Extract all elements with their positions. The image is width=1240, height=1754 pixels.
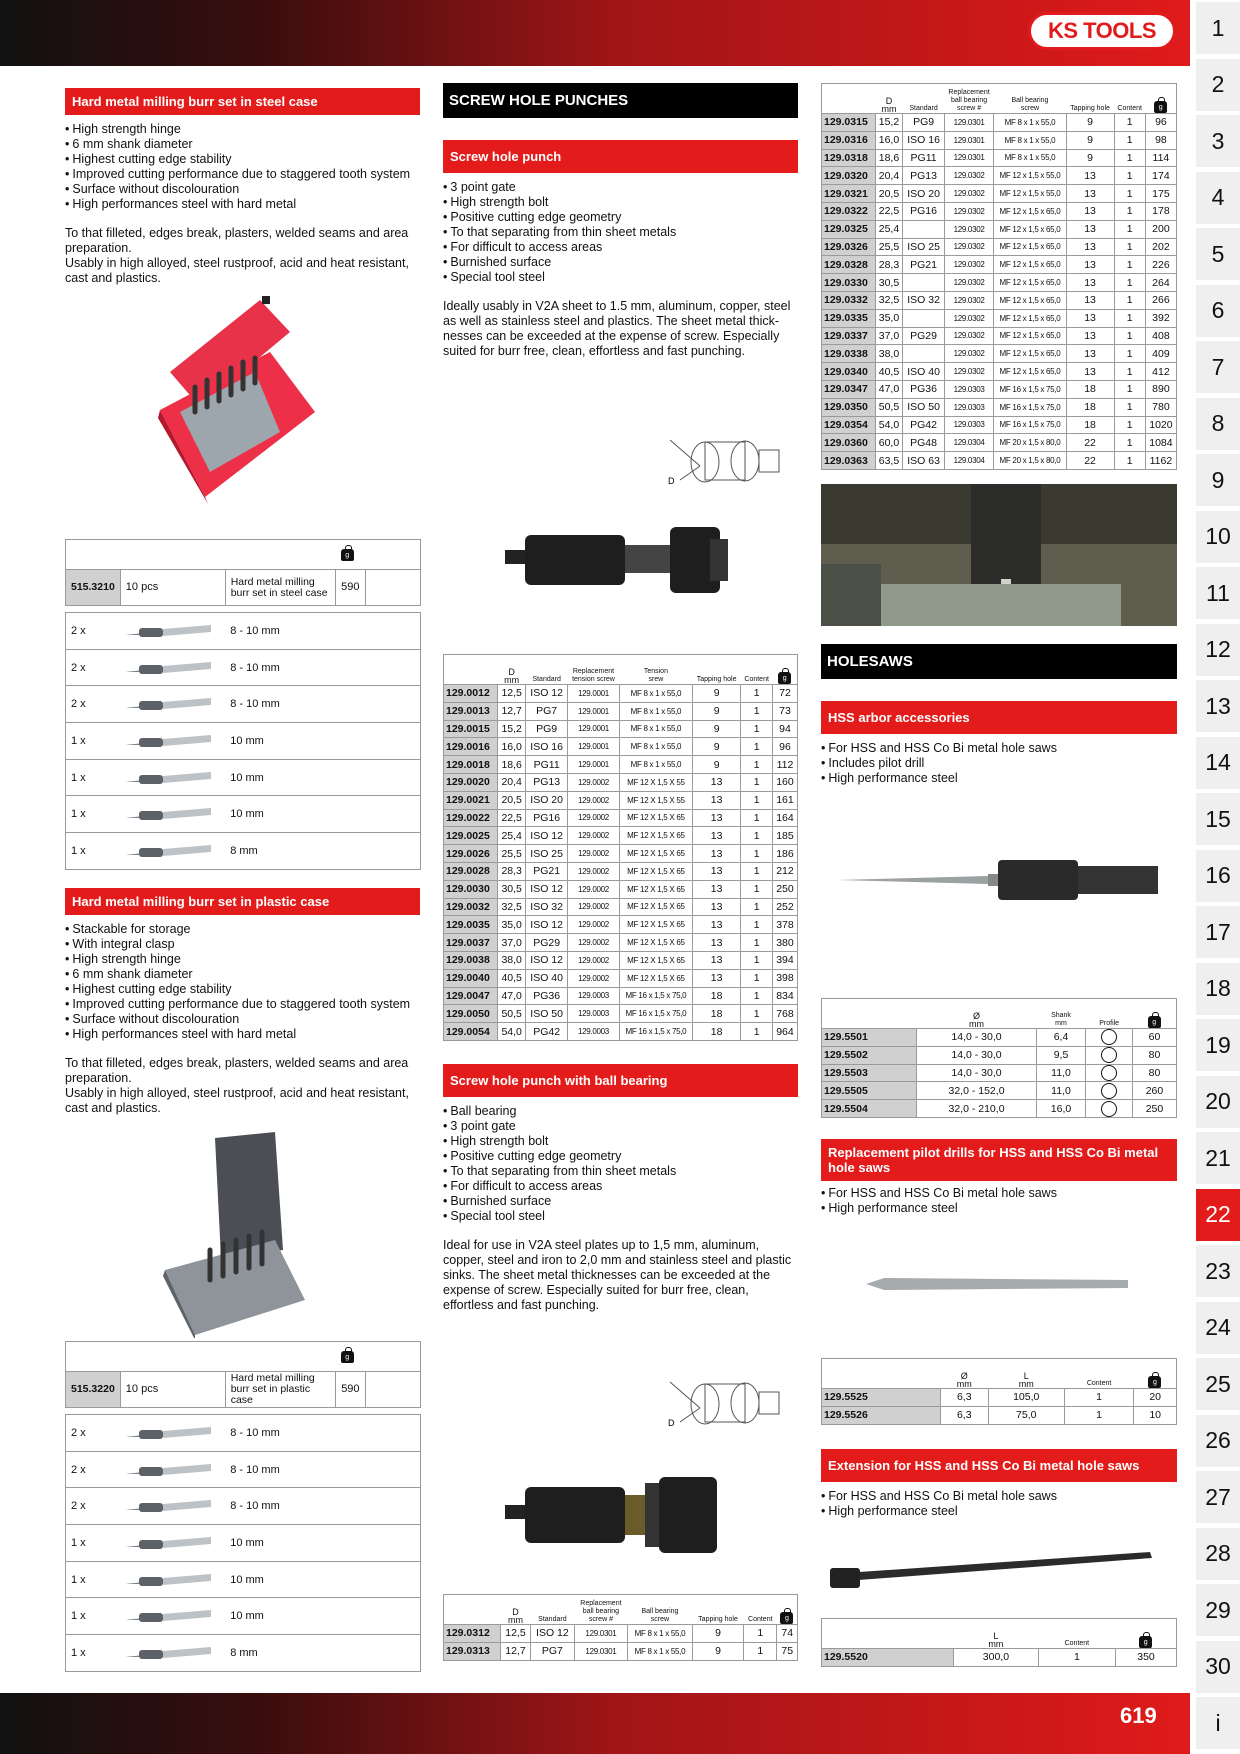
description: To that filleted, edges break, plasters, welded seams and area preparation. xyxy=(65,226,409,255)
feature-item: • Improved cutting performance due to staggered tooth system xyxy=(65,167,420,182)
ball-bearing-section xyxy=(443,1064,798,1313)
table-row: 129.0016 16,0 ISO 16 129.0001 MF 8 x 1 x 55,0 9 1 96 xyxy=(444,738,798,756)
feature-item: • Highest cutting edge stability xyxy=(65,982,420,997)
table-row: 129.0025 25,4 ISO 12 129.0002 MF 12 X 1,5 X 65 13 1 185 xyxy=(444,827,798,845)
feature-item: • Surface without discolouration xyxy=(65,182,420,197)
burr-tool-icon xyxy=(125,806,211,822)
description: Ideal for use in V2A steel plates up to 1,5 mm, aluminum, copper, steel and iron to 2,0 mm and stainless steel and plastic sinks. The sheet metal thicknesses can be exceeded at the expense of screw. Especially suited for burr free, clean, effortless and fast punching. xyxy=(443,1238,792,1312)
chapter-tab-9[interactable]: 9 xyxy=(1196,454,1240,506)
table-row: 129.0047 47,0 PG36 129.0003 MF 16 x 1,5 x 75,0 18 1 834 xyxy=(444,987,798,1005)
table-header: L mm Content g xyxy=(822,1619,1177,1649)
weight-g-icon: g xyxy=(1148,1376,1161,1388)
chapter-tab-2[interactable]: 2 xyxy=(1196,59,1240,111)
section-title: Hard metal milling burr set in steel case xyxy=(65,88,420,115)
table-row: 129.0338 38,0 129.0302 MF 12 x 1,5 x 65,0 13 1 409 xyxy=(822,345,1177,363)
table-row: 129.0038 38,0 ISO 12 129.0002 MF 12 X 1,5 X 65 13 1 394 xyxy=(444,951,798,969)
feature-item: • High performance steel xyxy=(821,1201,1177,1216)
table-row: 129.0318 18,6 PG11 129.0301 MF 8 x 1 x 55,0 9 1 114 xyxy=(822,149,1177,167)
chapter-tab-17[interactable]: 17 xyxy=(1196,906,1240,958)
chapter-tab-i[interactable]: i xyxy=(1196,1697,1240,1749)
feature-item: • For HSS and HSS Co Bi metal hole saws xyxy=(821,741,1177,756)
table-row: 129.0347 47,0 PG36 129.0303 MF 16 x 1,5 x 75,0 18 1 890 xyxy=(822,380,1177,398)
list-item: 1 x 10 mm xyxy=(66,796,421,833)
section-title: Extension for HSS and HSS Co Bi metal hole saws xyxy=(821,1449,1177,1482)
chapter-tab-19[interactable]: 19 xyxy=(1196,1019,1240,1071)
header-bar xyxy=(0,0,1190,66)
weight-g-icon: g xyxy=(780,1612,793,1624)
feature-list xyxy=(443,180,798,285)
weight-g-icon: g xyxy=(1148,1016,1161,1028)
section-title: HSS arbor accessories xyxy=(821,701,1177,734)
profile-ring-icon xyxy=(1101,1083,1117,1099)
chapter-tab-15[interactable]: 15 xyxy=(1196,793,1240,845)
list-item: 2 x 8 - 10 mm xyxy=(66,686,421,723)
table-row: 129.5504 32,0 - 210,0 16,0 250 xyxy=(822,1100,1177,1118)
arbor-table xyxy=(821,998,1177,1118)
chapter-tab-13[interactable]: 13 xyxy=(1196,680,1240,732)
list-item: 1 x 10 mm xyxy=(66,1525,421,1562)
profile-ring-icon xyxy=(1101,1029,1117,1045)
table-row: 129.5526 6,3 75,0 1 10 xyxy=(822,1406,1177,1424)
table-row: 129.0022 22,5 PG16 129.0002 MF 12 X 1,5 X 65 13 1 164 xyxy=(444,809,798,827)
feature-item: • With integral clasp xyxy=(65,937,420,952)
chapter-tab-30[interactable]: 30 xyxy=(1196,1641,1240,1693)
pilot-drills-section xyxy=(821,1139,1177,1216)
drilling-photo xyxy=(821,484,1177,626)
chapter-tab-22[interactable]: 22 xyxy=(1196,1189,1240,1241)
table-row: 129.0322 22,5 PG16 129.0302 MF 12 x 1,5 x 65,0 13 1 178 xyxy=(822,202,1177,220)
burr-tool-icon xyxy=(125,1535,211,1551)
list-item: 1 x 10 mm xyxy=(66,1561,421,1598)
table-row: 129.0328 28,3 PG21 129.0302 MF 12 x 1,5 x 65,0 13 1 226 xyxy=(822,256,1177,274)
section-title: Screw hole punch with ball bearing xyxy=(443,1064,798,1097)
feature-item: • High strength hinge xyxy=(65,952,420,967)
feature-list xyxy=(821,1489,1177,1519)
punch-diagram xyxy=(660,1362,790,1438)
screw-hole-table xyxy=(443,654,798,1041)
punch-diagram xyxy=(660,420,790,496)
feature-item: • 6 mm shank diameter xyxy=(65,137,420,152)
table-row: 129.0035 35,0 ISO 12 129.0002 MF 12 X 1,5 X 65 13 1 378 xyxy=(444,916,798,934)
table-header: Ø mm L mm Content g xyxy=(822,1359,1177,1389)
profile-ring-icon xyxy=(1101,1047,1117,1063)
feature-item: • 3 point gate xyxy=(443,180,798,195)
arbor-image xyxy=(838,850,1163,910)
table-row: 129.0015 15,2 PG9 129.0001 MF 8 x 1 x 55,0 9 1 94 xyxy=(444,720,798,738)
table-row: 129.0354 54,0 PG42 129.0303 MF 16 x 1,5 x 75,0 18 1 1020 xyxy=(822,416,1177,434)
feature-item: • Stackable for storage xyxy=(65,922,420,937)
burr-tool-icon xyxy=(125,1572,211,1588)
extension-table xyxy=(821,1618,1177,1667)
feature-item: • High strength hinge xyxy=(65,122,420,137)
table-header xyxy=(66,1342,421,1372)
screw-hole-punch-image xyxy=(505,515,735,605)
chapter-tab-11[interactable]: 11 xyxy=(1196,567,1240,619)
ball-bearing-punch-image xyxy=(505,1465,735,1565)
category-heading: HOLESAWS xyxy=(821,644,1177,679)
table-row: 129.0313 12,7 PG7 129.0301 MF 8 x 1 x 55,0 9 1 75 xyxy=(444,1642,798,1660)
table-row: 129.0037 37,0 PG29 129.0002 MF 12 X 1,5 X 65 13 1 380 xyxy=(444,934,798,952)
chapter-tab-20[interactable]: 20 xyxy=(1196,1076,1240,1128)
feature-item: • Improved cutting performance due to staggered tooth system xyxy=(65,997,420,1012)
chapter-tabs xyxy=(1196,0,1240,1754)
feature-item: • High performances steel with hard metal xyxy=(65,1027,420,1042)
chapter-tab-16[interactable]: 16 xyxy=(1196,850,1240,902)
ball-bearing-table-b xyxy=(821,83,1177,470)
table-header: D mm Standard Replacement ball bearing screw # Ball bearing screw Tapping hole Content g xyxy=(444,1595,798,1625)
list-item: 2 x 8 - 10 mm xyxy=(66,1488,421,1525)
feature-item: • For difficult to access areas xyxy=(443,240,798,255)
chapter-tab-4[interactable]: 4 xyxy=(1196,172,1240,224)
steel-case-image xyxy=(150,292,320,504)
burr-tool-icon xyxy=(125,1462,211,1478)
feature-item: • High performance steel xyxy=(821,771,1177,786)
burr-tool-icon xyxy=(125,696,211,712)
burr-steel-section xyxy=(65,88,420,286)
feature-item: • To that separating from thin sheet metals xyxy=(443,1164,798,1179)
chapter-tab-10[interactable]: 10 xyxy=(1196,511,1240,563)
table-row: 129.5502 14,0 - 30,0 9,5 80 xyxy=(822,1046,1177,1064)
table-row: 129.0330 30,5 129.0302 MF 12 x 1,5 x 65,0 13 1 264 xyxy=(822,274,1177,292)
section-title: Screw hole punch xyxy=(443,140,798,173)
chapter-tab-27[interactable]: 27 xyxy=(1196,1471,1240,1523)
burr-tool-icon xyxy=(125,623,211,639)
chapter-tab-3[interactable]: 3 xyxy=(1196,115,1240,167)
burr-tool-icon xyxy=(125,1608,211,1624)
table-row: 129.0321 20,5 ISO 20 129.0302 MF 12 x 1,5 x 55,0 13 1 175 xyxy=(822,185,1177,203)
weight-g-icon: g xyxy=(341,1351,354,1363)
table-header: D mm Standard Replacement ball bearing screw # Ball bearing screw Tapping hole Content g xyxy=(822,84,1177,114)
ball-bearing-table-a xyxy=(443,1594,798,1661)
burr-tool-icon xyxy=(125,733,211,749)
section-title: Hard metal milling burr set in plastic case xyxy=(65,888,420,915)
list-item: 2 x 8 - 10 mm xyxy=(66,649,421,686)
table-row: 515.3220 10 pcs Hard metal milling burr set in plastic case 590 xyxy=(66,1372,421,1408)
table-row: 129.0320 20,4 PG13 129.0302 MF 12 x 1,5 x 55,0 13 1 174 xyxy=(822,167,1177,185)
holesaws-section xyxy=(821,644,1177,786)
pilot-table xyxy=(821,1358,1177,1425)
table-row: 129.0325 25,4 129.0302 MF 12 x 1,5 x 65,0 13 1 200 xyxy=(822,220,1177,238)
feature-item: • Ball bearing xyxy=(443,1104,798,1119)
feature-list xyxy=(821,741,1177,786)
table-row: 129.0340 40,5 ISO 40 129.0302 MF 12 x 1,5 x 65,0 13 1 412 xyxy=(822,363,1177,381)
list-item: 2 x 8 - 10 mm xyxy=(66,1415,421,1452)
burr-tool-icon xyxy=(125,1425,211,1441)
description: Usably in high alloyed, steel rustproof, acid and heat resistant, cast and plastics. xyxy=(65,1086,409,1115)
brand-logo: KS TOOLS xyxy=(1028,12,1176,50)
feature-item: • Surface without discolouration xyxy=(65,1012,420,1027)
table-header: D mm Standard Replacement tension screw Tension srew Tapping hole Content g xyxy=(444,655,798,685)
weight-g-icon: g xyxy=(1154,101,1167,113)
feature-item: • High strength bolt xyxy=(443,195,798,210)
burr-tool-icon xyxy=(125,843,211,859)
table-row: 129.0030 30,5 ISO 12 129.0002 MF 12 X 1,5 X 65 13 1 250 xyxy=(444,880,798,898)
chapter-tab-28[interactable]: 28 xyxy=(1196,1528,1240,1580)
chapter-tab-6[interactable]: 6 xyxy=(1196,285,1240,337)
feature-list xyxy=(65,122,420,212)
chapter-tab-8[interactable]: 8 xyxy=(1196,398,1240,450)
table-row: 129.0332 32,5 ISO 32 129.0302 MF 12 x 1,5 x 65,0 13 1 266 xyxy=(822,291,1177,309)
description: Ideally usably in V2A sheet to 1.5 mm, aluminum, copper, steel as well as stainless steel and plastics. The sheet metal thick-nesses can be exceeded at the expense of screw. Especially suited for burr free, clean, effortless and fast punching. xyxy=(443,299,791,358)
chapter-tab-5[interactable]: 5 xyxy=(1196,228,1240,280)
table-row: 129.0040 40,5 ISO 40 129.0002 MF 12 X 1,5 X 65 13 1 398 xyxy=(444,969,798,987)
chapter-tab-21[interactable]: 21 xyxy=(1196,1132,1240,1184)
burr-steel-table xyxy=(65,539,421,870)
table-row: 129.0326 25,5 ISO 25 129.0302 MF 12 x 1,5 x 65,0 13 1 202 xyxy=(822,238,1177,256)
feature-item: • Special tool steel xyxy=(443,1209,798,1224)
dimension-label: D xyxy=(668,476,675,486)
table-header: Ø mm Shank mm Profile g xyxy=(822,999,1177,1029)
list-item: 1 x 10 mm xyxy=(66,723,421,760)
burr-tool-icon xyxy=(125,1498,211,1514)
extension-image xyxy=(830,1530,1170,1590)
feature-item: • For difficult to access areas xyxy=(443,1179,798,1194)
feature-item: • Special tool steel xyxy=(443,270,798,285)
table-row: 129.5501 14,0 - 30,0 6,4 60 xyxy=(822,1029,1177,1047)
screw-hole-section xyxy=(443,83,798,359)
chapter-tab-18[interactable]: 18 xyxy=(1196,963,1240,1015)
page-number: 619 xyxy=(1120,1703,1157,1728)
list-item: 1 x 10 mm xyxy=(66,1598,421,1635)
table-row: 129.0020 20,4 PG13 129.0002 MF 12 X 1,5 X 55 13 1 160 xyxy=(444,773,798,791)
chapter-tab-25[interactable]: 25 xyxy=(1196,1358,1240,1410)
extension-section xyxy=(821,1449,1177,1519)
table-row: 129.5505 32,0 - 152,0 11,0 260 xyxy=(822,1082,1177,1100)
table-row: 129.0337 37,0 PG29 129.0302 MF 12 x 1,5 x 65,0 13 1 408 xyxy=(822,327,1177,345)
list-item: 1 x 8 mm xyxy=(66,833,421,870)
burr-tool-icon xyxy=(125,1645,211,1661)
table-row: 129.0012 12,5 ISO 12 129.0001 MF 8 x 1 x 55,0 9 1 72 xyxy=(444,685,798,703)
pilot-drill-image xyxy=(866,1272,1128,1296)
feature-item: • High performance steel xyxy=(821,1504,1177,1519)
description: Usably in high alloyed, steel rustproof, acid and heat resistant, cast and plastics. xyxy=(65,256,409,285)
profile-ring-icon xyxy=(1101,1065,1117,1081)
feature-list xyxy=(65,922,420,1042)
table-row: 129.0026 25,5 ISO 25 129.0002 MF 12 X 1,5 X 65 13 1 186 xyxy=(444,845,798,863)
feature-item: • For HSS and HSS Co Bi metal hole saws xyxy=(821,1186,1177,1201)
weight-g-icon: g xyxy=(778,672,791,684)
weight-g-icon: g xyxy=(1139,1636,1152,1648)
table-row: 129.0363 63,5 ISO 63 129.0304 MF 20 x 1,5 x 80,0 22 1 1162 xyxy=(822,452,1177,470)
burr-plastic-section xyxy=(65,888,420,1116)
table-row: 129.0050 50,5 ISO 50 129.0003 MF 16 x 1,5 x 75,0 18 1 768 xyxy=(444,1005,798,1023)
feature-item: • Highest cutting edge stability xyxy=(65,152,420,167)
footer-bar xyxy=(0,1693,1190,1754)
chapter-tab-23[interactable]: 23 xyxy=(1196,1245,1240,1297)
table-row: 129.0316 16,0 ISO 16 129.0301 MF 8 x 1 x 55,0 9 1 98 xyxy=(822,131,1177,149)
table-row: 129.0315 15,2 PG9 129.0301 MF 8 x 1 x 55,0 9 1 96 xyxy=(822,114,1177,132)
burr-tool-icon xyxy=(125,660,211,676)
feature-item: • High performances steel with hard metal xyxy=(65,197,420,212)
table-row: 129.0312 12,5 ISO 12 129.0301 MF 8 x 1 x 55,0 9 1 74 xyxy=(444,1625,798,1643)
table-header xyxy=(66,540,421,570)
table-row: 129.5503 14,0 - 30,0 11,0 80 xyxy=(822,1064,1177,1082)
description: To that filleted, edges break, plasters, welded seams and area preparation. xyxy=(65,1056,409,1085)
plastic-case-image xyxy=(155,1130,315,1338)
dimension-label: D xyxy=(668,1418,675,1428)
table-row: 129.0028 28,3 PG21 129.0002 MF 12 X 1,5 X 65 13 1 212 xyxy=(444,862,798,880)
chapter-tab-26[interactable]: 26 xyxy=(1196,1415,1240,1467)
chapter-tab-29[interactable]: 29 xyxy=(1196,1584,1240,1636)
chapter-tab-24[interactable]: 24 xyxy=(1196,1302,1240,1354)
table-row: 129.0018 18,6 PG11 129.0001 MF 8 x 1 x 55,0 9 1 112 xyxy=(444,756,798,774)
table-row: 129.0360 60,0 PG48 129.0304 MF 20 x 1,5 x 80,0 22 1 1084 xyxy=(822,434,1177,452)
section-title: Replacement pilot drills for HSS and HSS Co Bi metal hole saws xyxy=(821,1139,1177,1181)
feature-item: • Includes pilot drill xyxy=(821,756,1177,771)
feature-item: • To that separating from thin sheet metals xyxy=(443,225,798,240)
burr-plastic-table xyxy=(65,1341,421,1672)
feature-item: • 3 point gate xyxy=(443,1119,798,1134)
table-row: 129.5525 6,3 105,0 1 20 xyxy=(822,1389,1177,1407)
category-heading: SCREW HOLE PUNCHES xyxy=(443,83,798,118)
feature-item: • Positive cutting edge geometry xyxy=(443,210,798,225)
burr-tool-icon xyxy=(125,770,211,786)
list-item: 2 x 8 - 10 mm xyxy=(66,1451,421,1488)
feature-item: • 6 mm shank diameter xyxy=(65,967,420,982)
list-item: 1 x 8 mm xyxy=(66,1635,421,1672)
chapter-tab-12[interactable]: 12 xyxy=(1196,624,1240,676)
table-row: 515.3210 10 pcs Hard metal milling burr set in steel case 590 xyxy=(66,570,421,606)
chapter-tab-1[interactable]: 1 xyxy=(1196,2,1240,54)
feature-item: • High strength bolt xyxy=(443,1134,798,1149)
profile-ring-icon xyxy=(1101,1101,1117,1117)
feature-list xyxy=(443,1104,798,1224)
feature-list xyxy=(821,1186,1177,1216)
table-row: 129.0054 54,0 PG42 129.0003 MF 16 x 1,5 x 75,0 18 1 964 xyxy=(444,1023,798,1041)
table-row: 129.0032 32,5 ISO 32 129.0002 MF 12 X 1,5 X 65 13 1 252 xyxy=(444,898,798,916)
chapter-tab-7[interactable]: 7 xyxy=(1196,341,1240,393)
table-row: 129.0013 12,7 PG7 129.0001 MF 8 x 1 x 55,0 9 1 73 xyxy=(444,702,798,720)
feature-item: • Burnished surface xyxy=(443,1194,798,1209)
chapter-tab-14[interactable]: 14 xyxy=(1196,737,1240,789)
list-item: 1 x 10 mm xyxy=(66,759,421,796)
feature-item: • For HSS and HSS Co Bi metal hole saws xyxy=(821,1489,1177,1504)
feature-item: • Burnished surface xyxy=(443,255,798,270)
list-item: 2 x 8 - 10 mm xyxy=(66,613,421,650)
table-row: 129.5520 300,0 1 350 xyxy=(822,1649,1177,1667)
table-row: 129.0335 35,0 129.0302 MF 12 x 1,5 x 65,0 13 1 392 xyxy=(822,309,1177,327)
table-row: 129.0021 20,5 ISO 20 129.0002 MF 12 X 1,5 X 55 13 1 161 xyxy=(444,791,798,809)
table-row: 129.0350 50,5 ISO 50 129.0303 MF 16 x 1,5 x 75,0 18 1 780 xyxy=(822,398,1177,416)
weight-g-icon: g xyxy=(341,549,354,561)
feature-item: • Positive cutting edge geometry xyxy=(443,1149,798,1164)
